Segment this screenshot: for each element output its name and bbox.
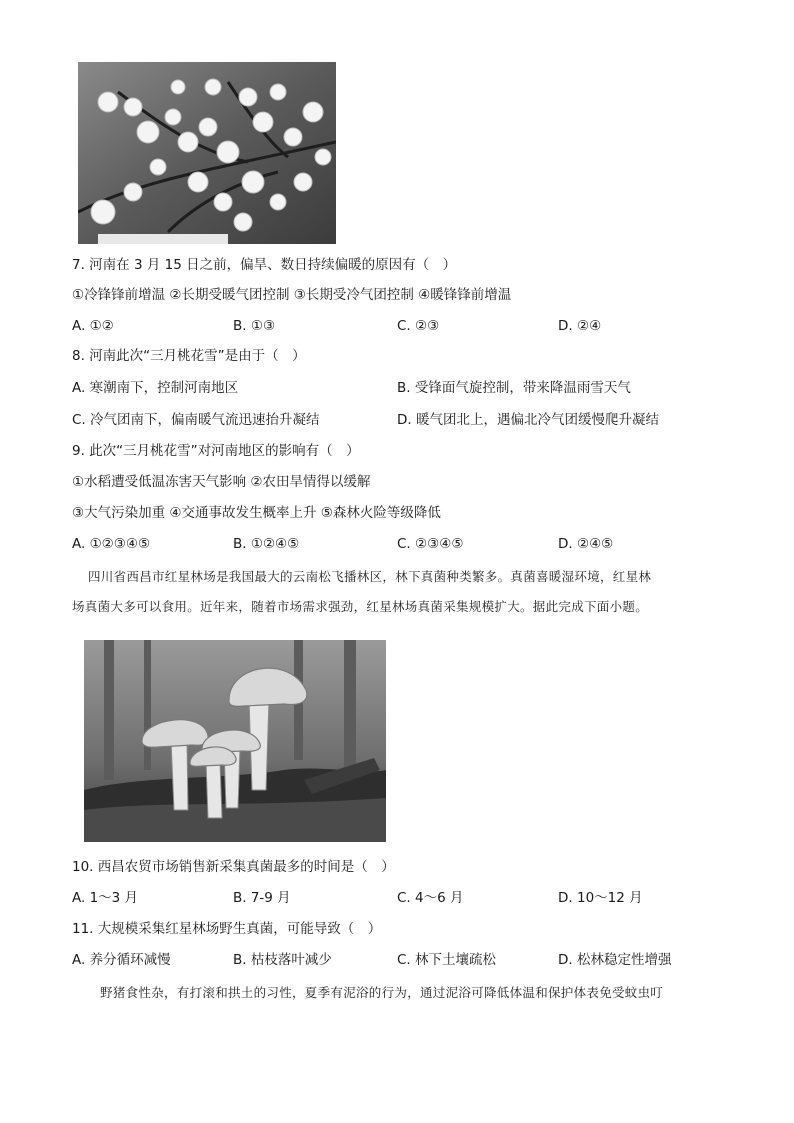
question-8-option-b: B. 受锋面气旋控制，带来降温雨雪天气 (397, 380, 631, 396)
question-10-option-d: D. 10～12 月 (558, 890, 643, 906)
question-8-option-a: A. 寒潮南下，控制河南地区 (72, 380, 239, 396)
peach-blossom-photo (78, 62, 336, 244)
question-9-option-b: B. ①②④⑤ (233, 536, 300, 552)
question-8-stem: 8. 河南此次“三月桃花雪”是由于（ ） (72, 348, 306, 364)
question-8-option-c: C. 冷气团南下，偏南暖气流迅速抬升凝结 (72, 412, 320, 428)
question-9-option-c: C. ②③④⑤ (397, 536, 464, 552)
question-7-items: ①冷锋锋前增温 ②长期受暖气团控制 ③长期受冷气团控制 ④暖锋锋前增温 (72, 287, 512, 303)
question-7-option-a: A. ①② (72, 318, 114, 334)
question-10-stem: 10. 西昌农贸市场销售新采集真菌最多的时间是（ ） (72, 859, 395, 875)
mushroom-photo (84, 640, 386, 842)
question-9-stem: 9. 此次“三月桃花雪”对河南地区的影响有（ ） (72, 443, 360, 459)
question-11-option-a: A. 养分循环减慢 (72, 952, 171, 968)
question-7-option-d: D. ②④ (558, 318, 602, 334)
passage-3-line-1: 野猪食性杂，有打滚和拱土的习性，夏季有泥浴的行为，通过泥浴可降低体温和保护体表免受蚊虫叮 (100, 985, 664, 1000)
question-7-option-b: B. ①③ (233, 318, 276, 334)
question-7-option-c: C. ②③ (397, 318, 440, 334)
question-8-option-d: D. 暖气团北上，遇偏北冷气团缓慢爬升凝结 (397, 412, 659, 428)
passage-2-line-2: 场真菌大多可以食用。近年来，随着市场需求强劲，红星林场真菌采集规模扩大。据此完成下面小题。 (72, 599, 649, 614)
question-10-option-a: A. 1～3 月 (72, 890, 139, 906)
question-10-option-c: C. 4～6 月 (397, 890, 464, 906)
question-10-option-b: B. 7-9 月 (233, 890, 291, 906)
passage-2-line-1: 四川省西昌市红星林场是我国最大的云南松飞播林区，林下真菌种类繁多。真菌喜暖湿环境，红星林 (88, 569, 652, 584)
question-11-option-b: B. 枯枝落叶减少 (233, 952, 332, 968)
question-11-option-d: D. 松林稳定性增强 (558, 952, 672, 968)
question-11-option-c: C. 林下土壤疏松 (397, 952, 497, 968)
question-9-items-2: ③大气污染加重 ④交通事故发生概率上升 ⑤森林火险等级降低 (72, 505, 441, 521)
question-11-stem: 11. 大规模采集红星林场野生真菌，可能导致（ ） (72, 921, 382, 937)
question-9-option-d: D. ②④⑤ (558, 536, 614, 552)
question-9-items-1: ①水稻遭受低温冻害天气影响 ②农田旱情得以缓解 (72, 474, 371, 490)
question-9-option-a: A. ①②③④⑤ (72, 536, 151, 552)
question-7-stem: 7. 河南在 3 月 15 日之前，偏旱、数日持续偏暖的原因有（ ） (72, 257, 457, 273)
